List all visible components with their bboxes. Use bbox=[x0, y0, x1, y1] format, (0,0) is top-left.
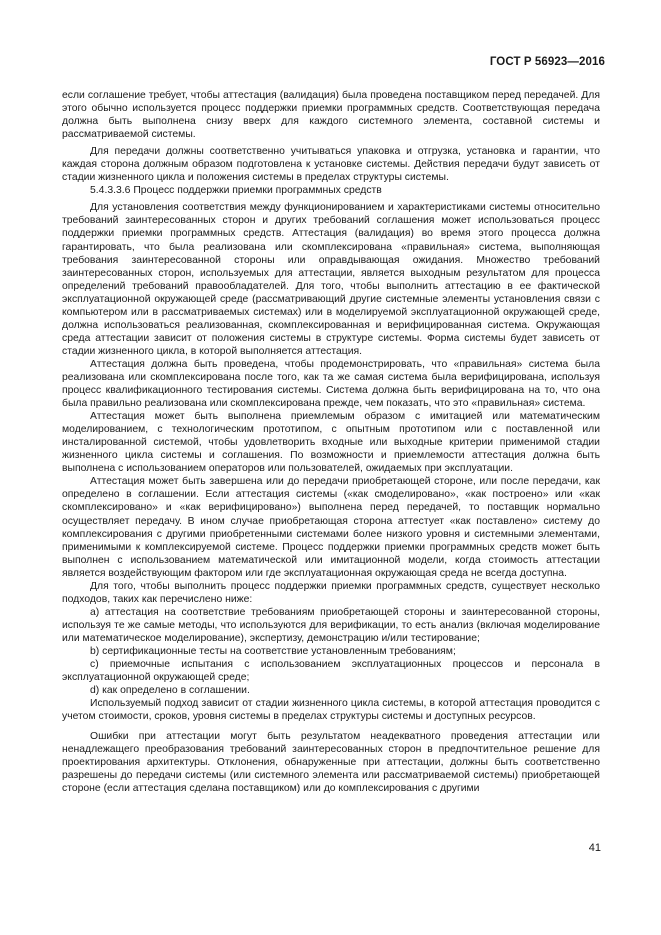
paragraph: Для передачи должны соответственно учитываться упаковка и отгрузка, установка и гарантии, что каждая сторона должным образом подготовлена к установке системы. Действия передачи будут зависеть от стадии жизненного цикла и положения системы в пределах структуры системы. bbox=[62, 146, 600, 184]
paragraph: Используемый подход зависит от стадии жизненного цикла системы, в которой аттестация проводится с учетом стоимости, сроков, уровня системы в пределах структуры системы и доступных ресурсов. bbox=[62, 698, 600, 723]
list-item: а) аттестация на соответствие требованиям приобретающей стороны и заинтересованной стороны, используя те же самые методы, что используются для верификации, то есть анализ (включая моделирование или математическое моделирование), экспертизу, демонстрацию и/или тестирование; bbox=[62, 606, 600, 644]
paragraph: Для того, чтобы выполнить процесс поддержки приемки программных средств, существует несколько подходов, таких как перечислено ниже: bbox=[62, 580, 600, 605]
paragraph: Ошибки при аттестации могут быть результатом неадекватного проведения аттестации или ненадлежащего преобразования требований заинтересованных сторон в предпочтительное решение для проектирования архитектуры. Отклонения, обнаруженные при аттестации, должны быть соответственно разрешены до передачи системы (или системного элемента или рассматриваемой системы) приобретающей стороне (если аттестация сделана поставщиком) или до комплексирования с другими bbox=[62, 731, 600, 795]
paragraph: Для установления соответствия между функционированием и характеристиками системы относительно требований заинтересованных сторон и других требований соглашения может использоваться процесс поддержки приемки программных средств. Аттестация (валидация) во время этого процесса должна гарантировать, что была реализована или скомплексирована «правильная» система, выполняющая требования заинтересованной стороны или оправдывающая ожидания. Множество требований заинтересованных сторон, используемых для аттестации, является выходным результатом для процесса определений требований правообладателей. Для того, чтобы выполнить аттестацию в ее фактической эксплуатационной окружающей среде (рассматривающий другие системные элементы установления связи с компьютером или в рассматриваемых системах) или в моделируемой эксплуатационной окружающей среде, должна использоваться реализованная, скомплексированная и верифицированная система. Окружающая среда аттестации зависит от положения системы в структуре системы. Форма системы будет зависеть от стадии жизненного цикла, в которой выполняется аттестация. bbox=[62, 202, 600, 357]
paragraph: Аттестация может быть выполнена приемлемым образом с имитацией или математическим моделированием, с технологическим прототипом, с опытным прототипом или с поставленной или инсталированной системой, чтобы удовлетворить входные или выходные критерии применимой стадии жизненного цикла системы и соглашения. По возможности и приемлемости аттестация должна быть выполнена с использованием операторов или пользователей, ожидаемых при эксплуатации. bbox=[62, 411, 600, 475]
list-item: b) сертификационные тесты на соответствие установленным требованиям; bbox=[90, 645, 456, 657]
document-code-header: ГОСТ Р 56923—2016 bbox=[489, 56, 605, 68]
page-number: 41 bbox=[588, 842, 601, 854]
list-item: с) приемочные испытания с использованием эксплуатационных процессов и персонала в эксплуатационной окружающей среде; bbox=[62, 659, 600, 684]
paragraph: если соглашение требует, чтобы аттестация (валидация) была проведена поставщиком перед передачей. Для этого обычно используется процесс поддержки приемки программных средств. Соответствующая передача должна быть выполнена снизу вверх для каждого системного элемента, составной системы и рассматриваемой системы. bbox=[62, 90, 600, 141]
paragraph: Аттестация может быть завершена или до передачи приобретающей стороне, или после передачи, как определено в соглашении. Если аттестация системы («как смоделировано», «как построено» или «как скомплексировано» и «как верифицировано») выполнена перед передачей, то поставщик нормально осуществляет передачу. В ином случае приобретающая сторона аттестует «как поставлено» систему до комплексирования с другими приобретенными системами более низкого уровня и системными элементами, применимыми к комплексируемой системе. Процесс поддержки приемки программных средств может быть выполнен с использованием математической или имитационной модели, когда стоимость аттестации является воздействующим фактором или где эксплуатационная окружающая среда не всегда доступна. bbox=[62, 476, 600, 579]
section-heading: 5.4.3.3.6 Процесс поддержки приемки программных средств bbox=[90, 185, 382, 197]
list-item: d) как определено в соглашении. bbox=[90, 685, 250, 697]
paragraph: Аттестация должна быть проведена, чтобы продемонстрировать, что «правильная» система была реализована или скомплексирована после того, как та же самая система была верифицирована, используя процесс квалификационного тестирования системы. Система должна быть верифицирована на то, что она была правильно реализована или скомплексирована прежде, чем показать, что это «правильная» система. bbox=[62, 358, 600, 410]
document-body bbox=[62, 89, 600, 795]
